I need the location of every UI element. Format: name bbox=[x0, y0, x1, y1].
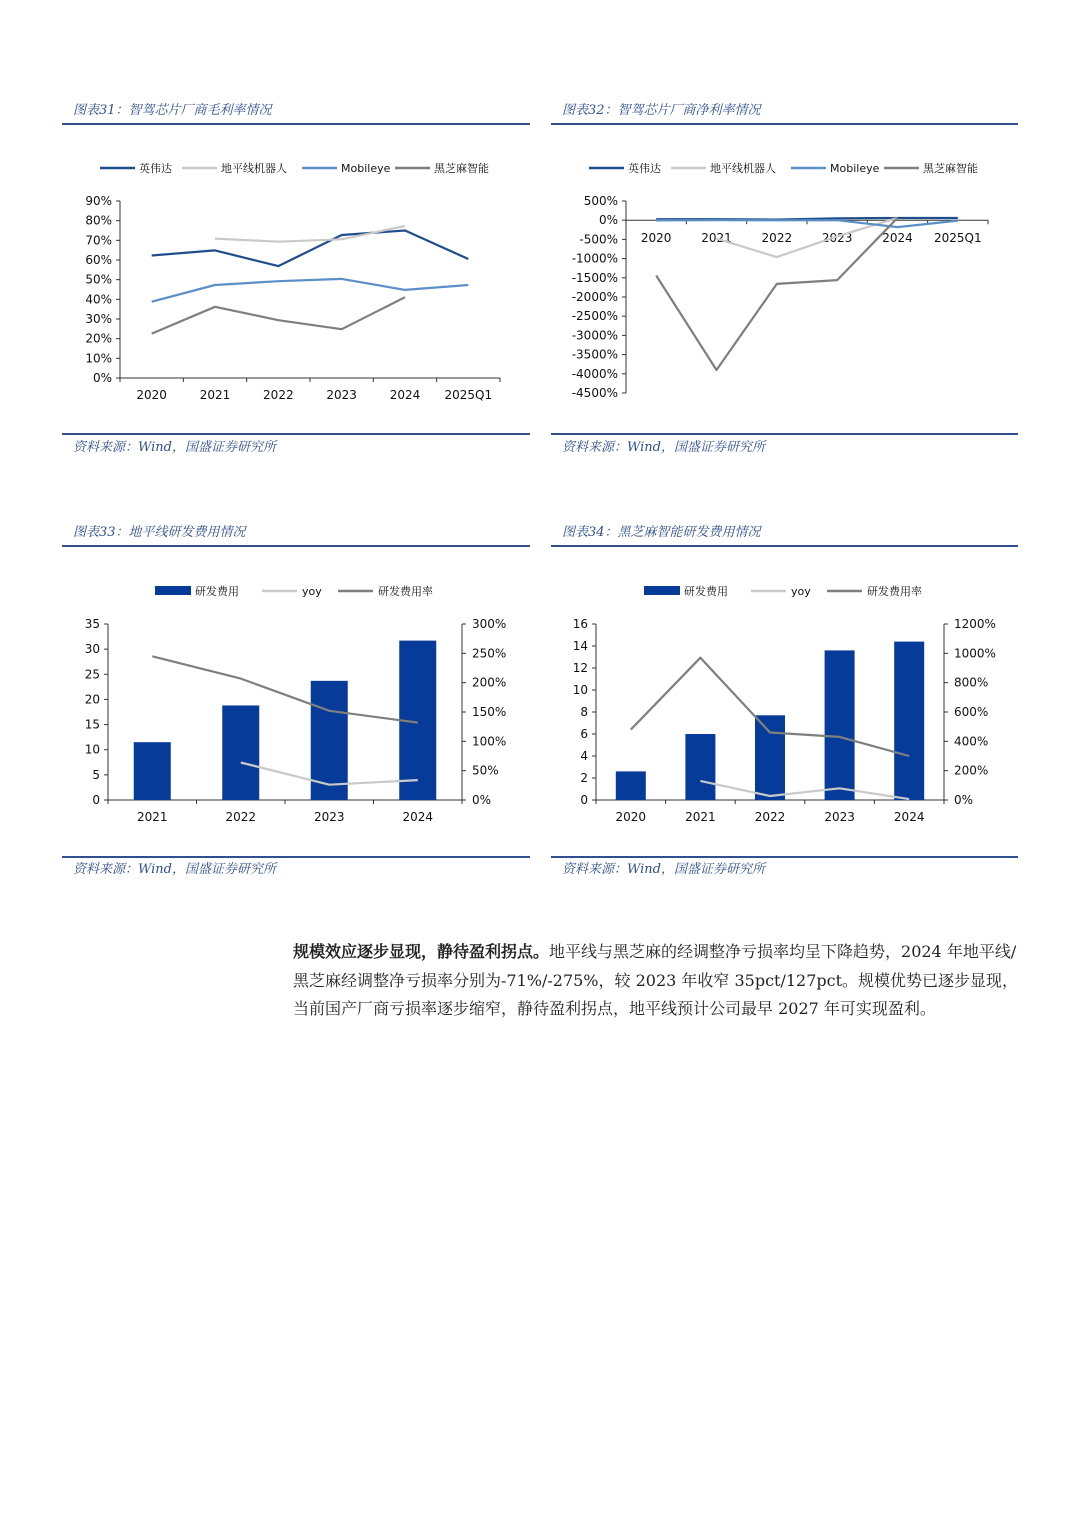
x-tick-label: 2021 bbox=[199, 388, 231, 402]
x-tick-label: 2024 bbox=[882, 231, 913, 245]
y-tick-label: -3000% bbox=[571, 328, 618, 343]
y-tick-label: 2 bbox=[580, 771, 588, 785]
body-paragraph bbox=[293, 938, 1023, 1024]
y-tick-label: -1000% bbox=[571, 251, 618, 266]
x-tick-label: 2021 bbox=[136, 810, 168, 824]
legend-label: Mobileye bbox=[341, 162, 391, 175]
y-tick-label: 50% bbox=[85, 272, 112, 287]
legend-label: 地平线机器人 bbox=[710, 162, 776, 175]
y2-tick-label: 150% bbox=[472, 705, 507, 719]
x-tick-label: 2024 bbox=[893, 810, 925, 824]
chart31-source: 资料来源：Wind，国盛证券研究所 bbox=[73, 440, 276, 455]
y2-tick-label: 200% bbox=[954, 763, 989, 778]
x-tick-label: 2020 bbox=[640, 231, 672, 245]
legend-label: Mobileye bbox=[830, 162, 880, 175]
y-tick-label: 10 bbox=[572, 683, 588, 697]
legend-label: 研发费用率 bbox=[378, 585, 433, 598]
y2-tick-label: 0% bbox=[472, 793, 492, 807]
y-tick-label: 16 bbox=[572, 617, 588, 631]
y-tick-label: 6 bbox=[580, 727, 588, 741]
y-tick-label: -2500% bbox=[571, 309, 618, 324]
y-tick-label: 500% bbox=[583, 194, 618, 208]
legend-label: 研发费用 bbox=[195, 585, 239, 598]
legend-label: 英伟达 bbox=[628, 162, 661, 175]
bar-2021 bbox=[685, 734, 715, 800]
y-tick-label: 20% bbox=[85, 331, 112, 346]
legend-label: yoy bbox=[302, 585, 322, 598]
y-tick-label: -500% bbox=[579, 232, 618, 247]
y-tick-label: 30% bbox=[85, 312, 112, 326]
x-tick-label: 2022 bbox=[263, 388, 294, 402]
y-tick-label: -2000% bbox=[571, 290, 618, 304]
x-tick-label: 2023 bbox=[821, 231, 853, 245]
chart33-source: 资料来源：Wind，国盛证券研究所 bbox=[73, 862, 276, 877]
legend-label: yoy bbox=[791, 585, 811, 598]
y-tick-label: 30 bbox=[84, 642, 100, 657]
y2-tick-label: 600% bbox=[954, 705, 989, 719]
series-line-0 bbox=[700, 781, 909, 799]
bar-2024 bbox=[894, 642, 924, 800]
x-tick-label: 2022 bbox=[225, 810, 257, 824]
y-tick-label: 10 bbox=[84, 742, 100, 757]
x-tick-label: 2022 bbox=[754, 810, 786, 824]
chart34-title: 图表34：黑芝麻智能研发费用情况 bbox=[562, 525, 761, 540]
x-tick-label: 2023 bbox=[824, 810, 855, 824]
y-tick-label: 0 bbox=[92, 793, 100, 807]
legend-label: 研发费用率 bbox=[867, 585, 922, 598]
y-tick-label: -4000% bbox=[571, 366, 618, 381]
y2-tick-label: 0% bbox=[954, 793, 974, 807]
x-tick-label: 2021 bbox=[701, 231, 732, 245]
y2-tick-label: 200% bbox=[472, 675, 507, 690]
y-tick-label: 12 bbox=[572, 661, 588, 675]
x-tick-label: 2024 bbox=[402, 810, 434, 824]
legend-swatch-bar bbox=[155, 586, 191, 595]
legend-label: 黑芝麻智能 bbox=[923, 162, 978, 175]
series-line-0 bbox=[152, 231, 469, 267]
y-tick-label: -3500% bbox=[571, 347, 618, 362]
x-tick-label: 2024 bbox=[389, 388, 421, 402]
x-tick-label: 2025Q1 bbox=[934, 231, 982, 245]
y-tick-label: 15 bbox=[84, 717, 100, 732]
y-tick-label: 90% bbox=[85, 194, 112, 208]
bar-2022 bbox=[755, 715, 785, 800]
legend-label: 研发费用 bbox=[684, 585, 728, 598]
legend-swatch-bar bbox=[644, 586, 680, 595]
bar-2022 bbox=[222, 705, 259, 800]
y2-tick-label: 50% bbox=[472, 763, 499, 778]
y-tick-label: 60% bbox=[85, 253, 112, 267]
series-line-1 bbox=[152, 656, 418, 722]
chart33-title: 图表33：地平线研发费用情况 bbox=[73, 525, 246, 540]
legend-label: 地平线机器人 bbox=[221, 162, 287, 175]
x-tick-label: 2020 bbox=[136, 388, 167, 402]
y-tick-label: 20 bbox=[84, 692, 100, 707]
y2-tick-label: 1200% bbox=[954, 617, 996, 631]
y2-tick-label: 100% bbox=[472, 734, 507, 749]
y-tick-label: 35 bbox=[84, 617, 100, 631]
series-line-1 bbox=[215, 226, 405, 242]
legend-label: 英伟达 bbox=[139, 162, 172, 175]
y-tick-label: 5 bbox=[92, 767, 100, 782]
chart34-source: 资料来源：Wind，国盛证券研究所 bbox=[562, 862, 765, 877]
x-tick-label: 2022 bbox=[761, 231, 793, 245]
y2-tick-label: 250% bbox=[472, 646, 507, 661]
paragraph-lead: 规模效应逐步显现，静待盈利拐点。 bbox=[293, 942, 550, 961]
y-tick-label: -1500% bbox=[571, 270, 618, 285]
series-line-2 bbox=[152, 279, 469, 302]
y-tick-label: 40% bbox=[85, 292, 112, 307]
y-tick-label: 10% bbox=[85, 351, 112, 366]
paragraph-body: 地平线与黑芝麻的经调整净亏损率均呈下降趋势，2024 年地平线/黑芝麻经调整净亏损率分别为-71%/-275%，较 2023 年收窄 35pct/127pct。规模优势已逐步显现，当前国产厂商亏损率逐步缩窄，静待盈利拐点，地平线预计公司最早 2027 年可实现盈利。 bbox=[293, 942, 1019, 1018]
y-tick-label: 0 bbox=[580, 793, 588, 807]
y-tick-label: 0% bbox=[92, 371, 112, 385]
series-line-3 bbox=[152, 297, 405, 333]
bar-2023 bbox=[825, 650, 855, 800]
x-tick-label: 2020 bbox=[615, 810, 647, 824]
y-tick-label: 4 bbox=[580, 749, 588, 763]
y-tick-label: 14 bbox=[572, 639, 588, 653]
x-tick-label: 2023 bbox=[313, 810, 345, 824]
y-tick-label: 8 bbox=[580, 705, 588, 719]
legend-label: 黑芝麻智能 bbox=[434, 162, 489, 175]
x-tick-label: 2023 bbox=[326, 388, 357, 402]
chart32-title: 图表32：智驾芯片厂商净利率情况 bbox=[562, 103, 761, 118]
y-tick-label: 0% bbox=[598, 213, 618, 228]
y2-tick-label: 300% bbox=[472, 617, 507, 631]
y-tick-label: 25 bbox=[84, 667, 100, 682]
chart31-title: 图表31：智驾芯片厂商毛利率情况 bbox=[73, 103, 272, 118]
x-tick-label: 2021 bbox=[685, 810, 716, 824]
y2-tick-label: 1000% bbox=[954, 646, 996, 661]
x-tick-label: 2025Q1 bbox=[444, 388, 493, 402]
y-tick-label: -4500% bbox=[571, 386, 618, 400]
bar-2020 bbox=[616, 771, 646, 800]
y-tick-label: 80% bbox=[85, 213, 112, 228]
y2-tick-label: 800% bbox=[954, 675, 989, 690]
y-tick-label: 70% bbox=[85, 233, 112, 248]
bar-2021 bbox=[134, 742, 171, 800]
chart32-source: 资料来源：Wind，国盛证券研究所 bbox=[562, 440, 765, 455]
y2-tick-label: 400% bbox=[954, 734, 989, 749]
